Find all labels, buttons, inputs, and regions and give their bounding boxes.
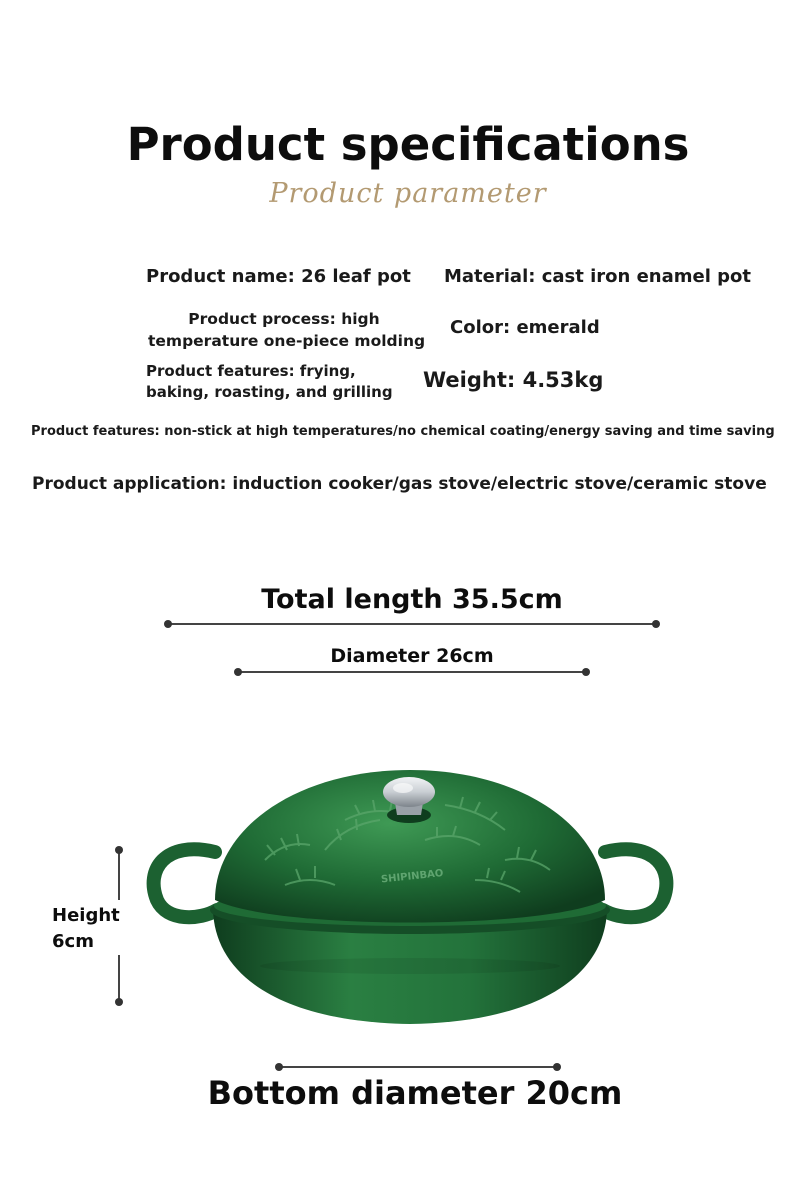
lid-embossed-text: SHIPINBAO xyxy=(380,868,444,886)
height-line-top xyxy=(118,850,120,900)
spec-product-name: Product name: 26 leaf pot xyxy=(146,266,411,287)
spec-color: Color: emerald xyxy=(450,317,600,338)
diameter-dot-right xyxy=(582,668,590,676)
spec-features-long: Product features: non-stick at high temperatures/no chemical coating/energy saving and time saving xyxy=(31,424,775,439)
height-dot-top xyxy=(115,846,123,854)
spec-features-line1: Product features: frying, xyxy=(146,362,356,380)
diameter-line xyxy=(238,671,586,673)
total-length-label: Total length 35.5cm xyxy=(261,584,563,615)
spec-process xyxy=(148,308,426,352)
bottom-diameter-line xyxy=(279,1066,557,1068)
spec-material: Material: cast iron enamel pot xyxy=(444,266,752,287)
page-subtitle: Product parameter xyxy=(269,178,547,209)
total-length-dot-left xyxy=(164,620,172,628)
diameter-dot-left xyxy=(234,668,242,676)
page-title: Product specifications xyxy=(126,118,690,171)
spec-process-line2: temperature one-piece molding xyxy=(148,332,426,350)
lid-knob xyxy=(383,777,435,823)
spec-features-short xyxy=(146,361,393,403)
height-line-bottom xyxy=(118,955,120,1003)
bottom-diameter-dot-left xyxy=(275,1063,283,1071)
pot-handle-left xyxy=(154,849,217,917)
pot-image xyxy=(145,760,675,1040)
height-label xyxy=(52,903,120,955)
total-length-line xyxy=(168,623,656,625)
height-label-line2: 6cm xyxy=(52,931,94,952)
bottom-diameter-label: Bottom diameter 20cm xyxy=(207,1074,623,1112)
pot-handle-right xyxy=(603,849,666,917)
height-dot-bottom xyxy=(115,998,123,1006)
height-label-line1: Height xyxy=(52,905,120,926)
total-length-dot-right xyxy=(652,620,660,628)
diameter-label: Diameter 26cm xyxy=(330,645,494,667)
spec-features-line2: baking, roasting, and grilling xyxy=(146,383,393,401)
bottom-diameter-dot-right xyxy=(553,1063,561,1071)
spec-application: Product application: induction cooker/gas stove/electric stove/ceramic stove xyxy=(32,474,767,494)
spec-weight: Weight: 4.53kg xyxy=(423,368,604,392)
spec-process-line1: Product process: high xyxy=(188,310,380,328)
